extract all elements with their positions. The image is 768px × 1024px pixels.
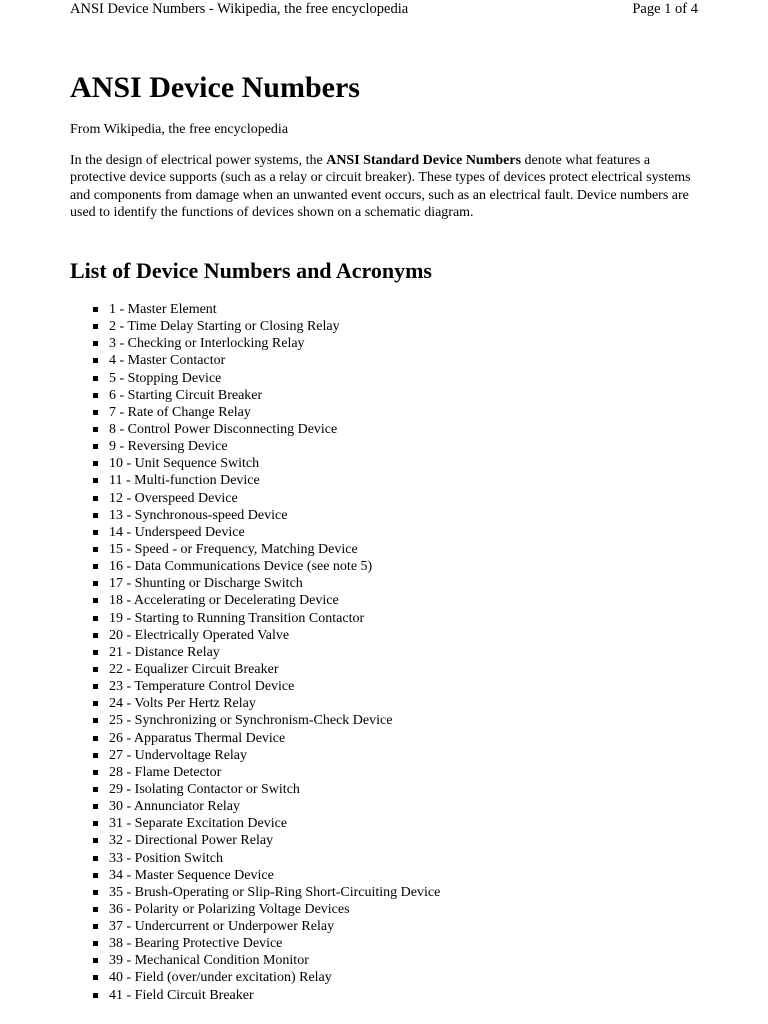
list-item [92, 472, 440, 489]
list-item [92, 969, 440, 986]
list-item [92, 815, 440, 832]
list-item-text: 38 - Bearing Protective Device [109, 936, 283, 952]
bullet-icon [93, 633, 98, 638]
list-item-text: 39 - Mechanical Condition Monitor [109, 953, 309, 969]
section-heading: List of Device Numbers and Acronyms [70, 258, 432, 283]
list-item [92, 421, 440, 438]
bullet-icon [93, 975, 98, 980]
list-item [92, 832, 440, 849]
list-item-text: 32 - Directional Power Relay [109, 833, 274, 849]
list-item-text: 27 - Undervoltage Relay [109, 747, 248, 763]
bullet-icon [93, 478, 98, 483]
list-item-text: 17 - Shunting or Discharge Switch [109, 576, 303, 592]
list-item [92, 884, 440, 901]
bullet-icon [93, 856, 98, 861]
bullet-icon [93, 890, 98, 895]
device-list [92, 301, 440, 1004]
list-item [92, 370, 440, 387]
list-item-text: 36 - Polarity or Polarizing Voltage Devices [109, 901, 350, 917]
list-item [92, 524, 440, 541]
list-item-text: 37 - Undercurrent or Underpower Relay [109, 919, 335, 935]
list-item-text: 7 - Rate of Change Relay [109, 404, 251, 420]
bullet-icon [93, 650, 98, 655]
list-item-text: 30 - Annunciator Relay [109, 799, 241, 815]
bullet-icon [93, 444, 98, 449]
bullet-icon [93, 324, 98, 329]
list-item-text: 14 - Underspeed Device [109, 524, 245, 540]
bullet-icon [93, 667, 98, 672]
list-item [92, 541, 440, 558]
document-title: ANSI Device Numbers - Wikipedia, the free encyclopedia [70, 1, 409, 17]
bullet-icon [93, 787, 98, 792]
print-header [70, 0, 698, 20]
list-item-text: 10 - Unit Sequence Switch [109, 456, 260, 472]
list-item [92, 627, 440, 644]
list-item-text: 20 - Electrically Operated Valve [109, 627, 290, 643]
list-item-text: 29 - Isolating Contactor or Switch [109, 781, 300, 797]
list-item [92, 661, 440, 678]
bullet-icon [93, 873, 98, 878]
list-item-text: 41 - Field Circuit Breaker [109, 987, 254, 1003]
bullet-icon [93, 718, 98, 723]
list-item-text: 24 - Volts Per Hertz Relay [109, 696, 256, 712]
list-item-text: 12 - Overspeed Device [109, 490, 238, 506]
list-item [92, 747, 440, 764]
page-title: ANSI Device Numbers [70, 71, 360, 104]
list-item [92, 301, 440, 318]
intro-text-end: denote what features a protective device supports (such as a relay or circuit breaker). These types of devices protect electrical systems and components from damage when an unwanted event occurs, such as an electrical fault. Device numbers are used to identify the functions of devices shown on a schematic diagram. [70, 153, 691, 220]
bullet-icon [93, 736, 98, 741]
list-item-text: 34 - Master Sequence Device [109, 867, 274, 883]
bullet-icon [93, 547, 98, 552]
intro-bold-term: ANSI Standard Device Numbers [326, 153, 522, 168]
bullet-icon [93, 941, 98, 946]
list-item-text: 25 - Synchronizing or Synchronism-Check Device [109, 713, 393, 729]
bullet-icon [93, 393, 98, 398]
list-item [92, 695, 440, 712]
list-item [92, 678, 440, 695]
list-item [92, 558, 440, 575]
list-item-text: 9 - Reversing Device [109, 439, 228, 455]
list-item-text: 35 - Brush-Operating or Slip-Ring Short-Circuiting Device [109, 884, 441, 900]
list-item [92, 935, 440, 952]
bullet-icon [93, 616, 98, 621]
list-item-text: 4 - Master Contactor [109, 353, 226, 369]
bullet-icon [93, 341, 98, 346]
intro-paragraph [70, 152, 700, 221]
source-tagline: From Wikipedia, the free encyclopedia [70, 122, 289, 137]
list-item-text: 31 - Separate Excitation Device [109, 816, 288, 832]
bullet-icon [93, 496, 98, 501]
list-item-text: 21 - Distance Relay [109, 644, 220, 660]
bullet-icon [93, 358, 98, 363]
list-item-text: 23 - Temperature Control Device [109, 679, 295, 695]
bullet-icon [93, 581, 98, 586]
list-item [92, 764, 440, 781]
list-item-text: 19 - Starting to Running Transition Contactor [109, 610, 365, 626]
list-item [92, 575, 440, 592]
list-item [92, 318, 440, 335]
list-item-text: 2 - Time Delay Starting or Closing Relay [109, 319, 340, 335]
list-item-text: 11 - Multi-function Device [109, 473, 260, 489]
list-item-text: 6 - Starting Circuit Breaker [109, 387, 263, 403]
list-item-text: 3 - Checking or Interlocking Relay [109, 336, 305, 352]
list-item [92, 438, 440, 455]
list-item [92, 798, 440, 815]
page-indicator: Page 1 of 4 [632, 1, 698, 17]
list-item [92, 712, 440, 729]
bullet-icon [93, 958, 98, 963]
list-item-text: 28 - Flame Detector [109, 764, 222, 780]
list-item-text: 26 - Apparatus Thermal Device [109, 730, 286, 746]
list-item-text: 18 - Accelerating or Decelerating Device [109, 593, 339, 609]
list-item [92, 781, 440, 798]
list-item [92, 952, 440, 969]
bullet-icon [93, 598, 98, 603]
list-item [92, 507, 440, 524]
list-item [92, 592, 440, 609]
bullet-icon [93, 701, 98, 706]
list-item-text: 33 - Position Switch [109, 850, 223, 866]
list-item-text: 22 - Equalizer Circuit Breaker [109, 661, 279, 677]
bullet-icon [93, 770, 98, 775]
bullet-icon [93, 410, 98, 415]
list-item [92, 490, 440, 507]
list-item-text: 5 - Stopping Device [109, 370, 222, 386]
bullet-icon [93, 907, 98, 912]
list-item [92, 644, 440, 661]
list-item [92, 987, 440, 1004]
list-item [92, 610, 440, 627]
bullet-icon [93, 753, 98, 758]
list-item [92, 335, 440, 352]
bullet-icon [93, 684, 98, 689]
bullet-icon [93, 513, 98, 518]
list-item-text: 40 - Field (over/under excitation) Relay [109, 970, 332, 986]
list-item [92, 918, 440, 935]
list-item [92, 901, 440, 918]
bullet-icon [93, 530, 98, 535]
bullet-icon [93, 924, 98, 929]
intro-text-start: In the design of electrical power systems, the [70, 153, 327, 168]
bullet-icon [93, 838, 98, 843]
list-item [92, 850, 440, 867]
list-item-text: 8 - Control Power Disconnecting Device [109, 421, 338, 437]
list-item [92, 455, 440, 472]
list-item [92, 404, 440, 421]
list-item-text: 16 - Data Communications Device (see note 5) [109, 559, 373, 575]
bullet-icon [93, 307, 98, 312]
list-item [92, 352, 440, 369]
list-item-text: 15 - Speed - or Frequency, Matching Device [109, 541, 358, 557]
bullet-icon [93, 427, 98, 432]
bullet-icon [93, 564, 98, 569]
list-item [92, 387, 440, 404]
bullet-icon [93, 376, 98, 381]
list-item [92, 730, 440, 747]
list-item [92, 867, 440, 884]
list-item-text: 1 - Master Element [109, 302, 217, 317]
bullet-icon [93, 821, 98, 826]
bullet-icon [93, 461, 98, 466]
bullet-icon [93, 804, 98, 809]
list-item-text: 13 - Synchronous-speed Device [109, 507, 288, 523]
bullet-icon [93, 993, 98, 998]
